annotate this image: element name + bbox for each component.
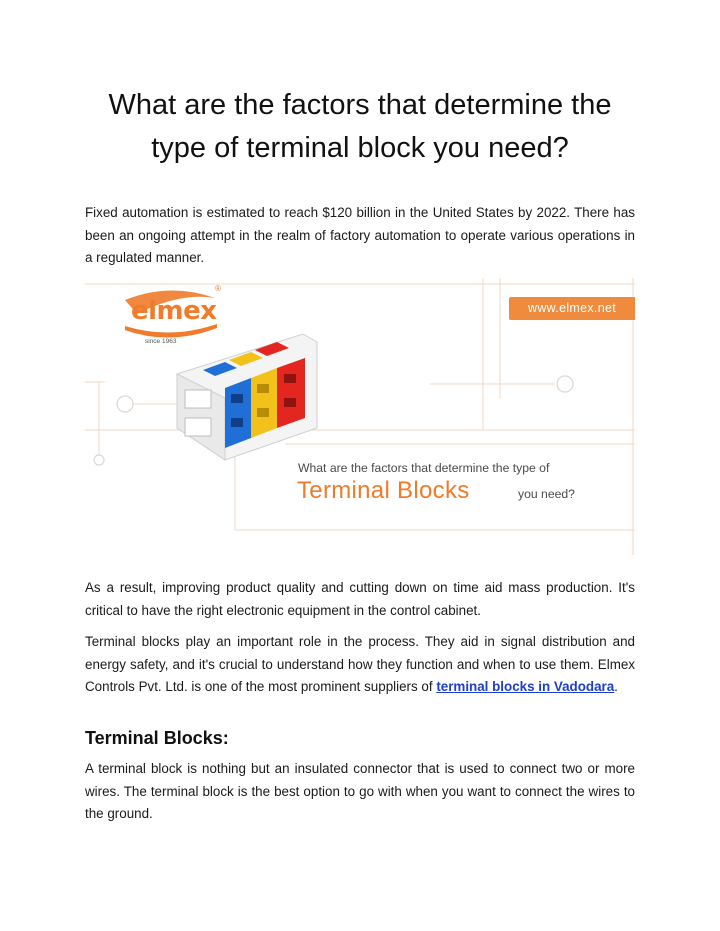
title-line-2: type of terminal block you need? (151, 132, 569, 164)
terminal-block-illustration (177, 334, 317, 460)
article-banner-image (85, 278, 635, 555)
section-heading: Terminal Blocks: (85, 728, 229, 748)
paragraph-text: Terminal blocks play an important role in the process. They aid in signal distribution and energy safety, and it's crucial to understand how they function and when to use them. Elmex Controls Pvt. Ltd. is one of the most prominent suppliers of (85, 634, 635, 694)
elmex-logo: elmex (131, 296, 217, 326)
page-title (60, 84, 660, 170)
logo-since-text: since 1963 (145, 338, 177, 345)
banner-question-line-1: What are the factors that determine the type of (298, 461, 550, 475)
intro-paragraph: Fixed automation is estimated to reach $120 billion in the United States by 2022. There has been an ongoing attempt in the realm of factory automation to operate various operations in a regulated manner. (85, 205, 635, 265)
paragraph-production: As a result, improving product quality and cutting down on time aid mass production. It's critical to have the right electronic equipment in the control cabinet. (85, 580, 635, 618)
title-line-1: What are the factors that determine the (108, 89, 612, 121)
section-body: A terminal block is nothing but an insulated connector that is used to connect two or more wires. The terminal block is the best option to go with when you want to connect the wires to the ground. (85, 761, 635, 821)
terminal-blocks-vadodara-link[interactable]: terminal blocks in Vadodara (436, 679, 615, 694)
website-url-badge: www.elmex.net (509, 297, 635, 320)
banner-question-line-2: you need? (518, 487, 575, 501)
banner-highlight-text: Terminal Blocks (297, 477, 470, 504)
registered-mark-icon: ® (215, 284, 221, 293)
paragraph-end: . (614, 679, 618, 694)
paragraph-terminal-blocks-role (85, 631, 635, 699)
